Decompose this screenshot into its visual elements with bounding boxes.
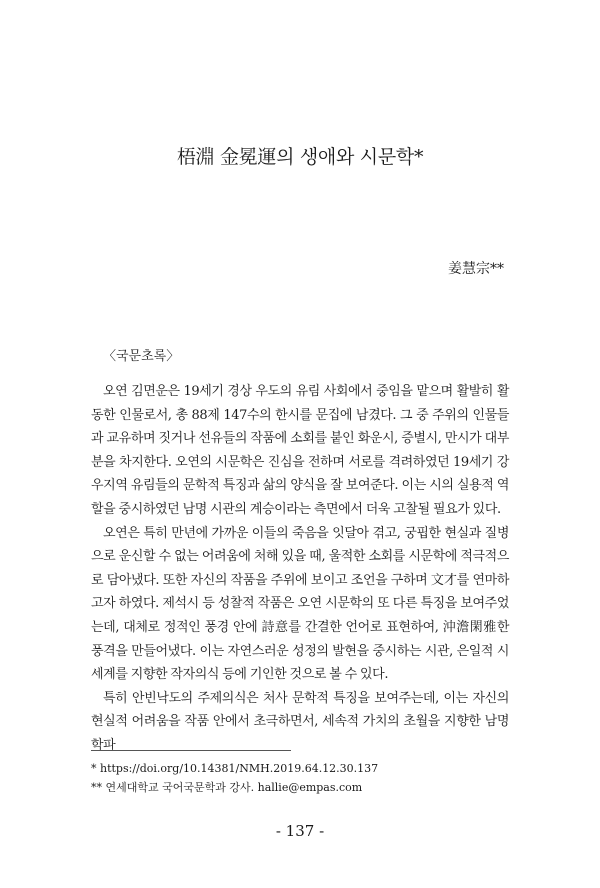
abstract-body: [91, 380, 509, 758]
paper-title: 梧淵 金冕運의 생애와 시문학*: [176, 146, 424, 168]
footnote-divider: [91, 750, 291, 751]
author-name: 姜慧宗**: [448, 261, 504, 277]
page-number: - 137 -: [275, 822, 325, 840]
abstract-heading: 〈국문초록〉: [103, 349, 180, 364]
abstract-paragraph-2: 오연은 특히 만년에 가까운 이들의 죽음을 잇달아 겪고, 궁핍한 현실과 질병으로 운신할 수 없는 어려움에 처해 있을 때, 울적한 소회를 시문학에 적극적으로 담아냈다. 또한 자신의 작품을 주위에 보이고 조언을 구하며 文才를 연마하고자 하였다. 제석시 등 성찰적 작품은 오연 시문학의 또 다른 특징을 보여주었는데, 대체로 정적인 풍경 안에 詩意를 간결한 언어로 표현하여, 沖澹閑雅한 풍격을 만들어냈다. 이는 자연스러운 성정의 발현을 중시하는 시관, 은일적 시세계를 지향한 작자의식 등에 기인한 것으로 볼 수 있다.: [91, 525, 509, 683]
footnotes: [91, 759, 511, 797]
abstract-paragraph-1: 오연 김면운은 19세기 경상 우도의 유림 사회에서 중임을 맡으며 활발히 활동한 인물로서, 총 88제 147수의 한시를 문집에 남겼다. 그 중 주위의 인물들과 교유하며 짓거나 선유들의 작품에 소회를 붙인 화운시, 증별시, 만시가 대부분을 차지한다. 오연의 시문학은 진심을 전하며 서로를 격려하였던 19세기 강우지역 유림들의 문학적 특징과 삶의 양식을 잘 보여준다. 이는 시의 실용적 역할을 중시하였던 남명 시관의 계승이라는 측면에서 더욱 고찰될 필요가 있다.: [91, 384, 509, 517]
footnote-affiliation: ** 연세대학교 국어국문학과 강사. hallie@empas.com: [91, 781, 363, 794]
abstract-paragraph-3: 특히 안빈낙도의 주제의식은 처사 문학적 특징을 보여주는데, 이는 자신의 현실적 어려움을 작품 안에서 초극하면서, 세속적 가치의 초월을 지향한 남명학파: [91, 690, 509, 753]
footnote-doi: * https://doi.org/10.14381/NMH.2019.64.12.30.137: [91, 762, 379, 775]
